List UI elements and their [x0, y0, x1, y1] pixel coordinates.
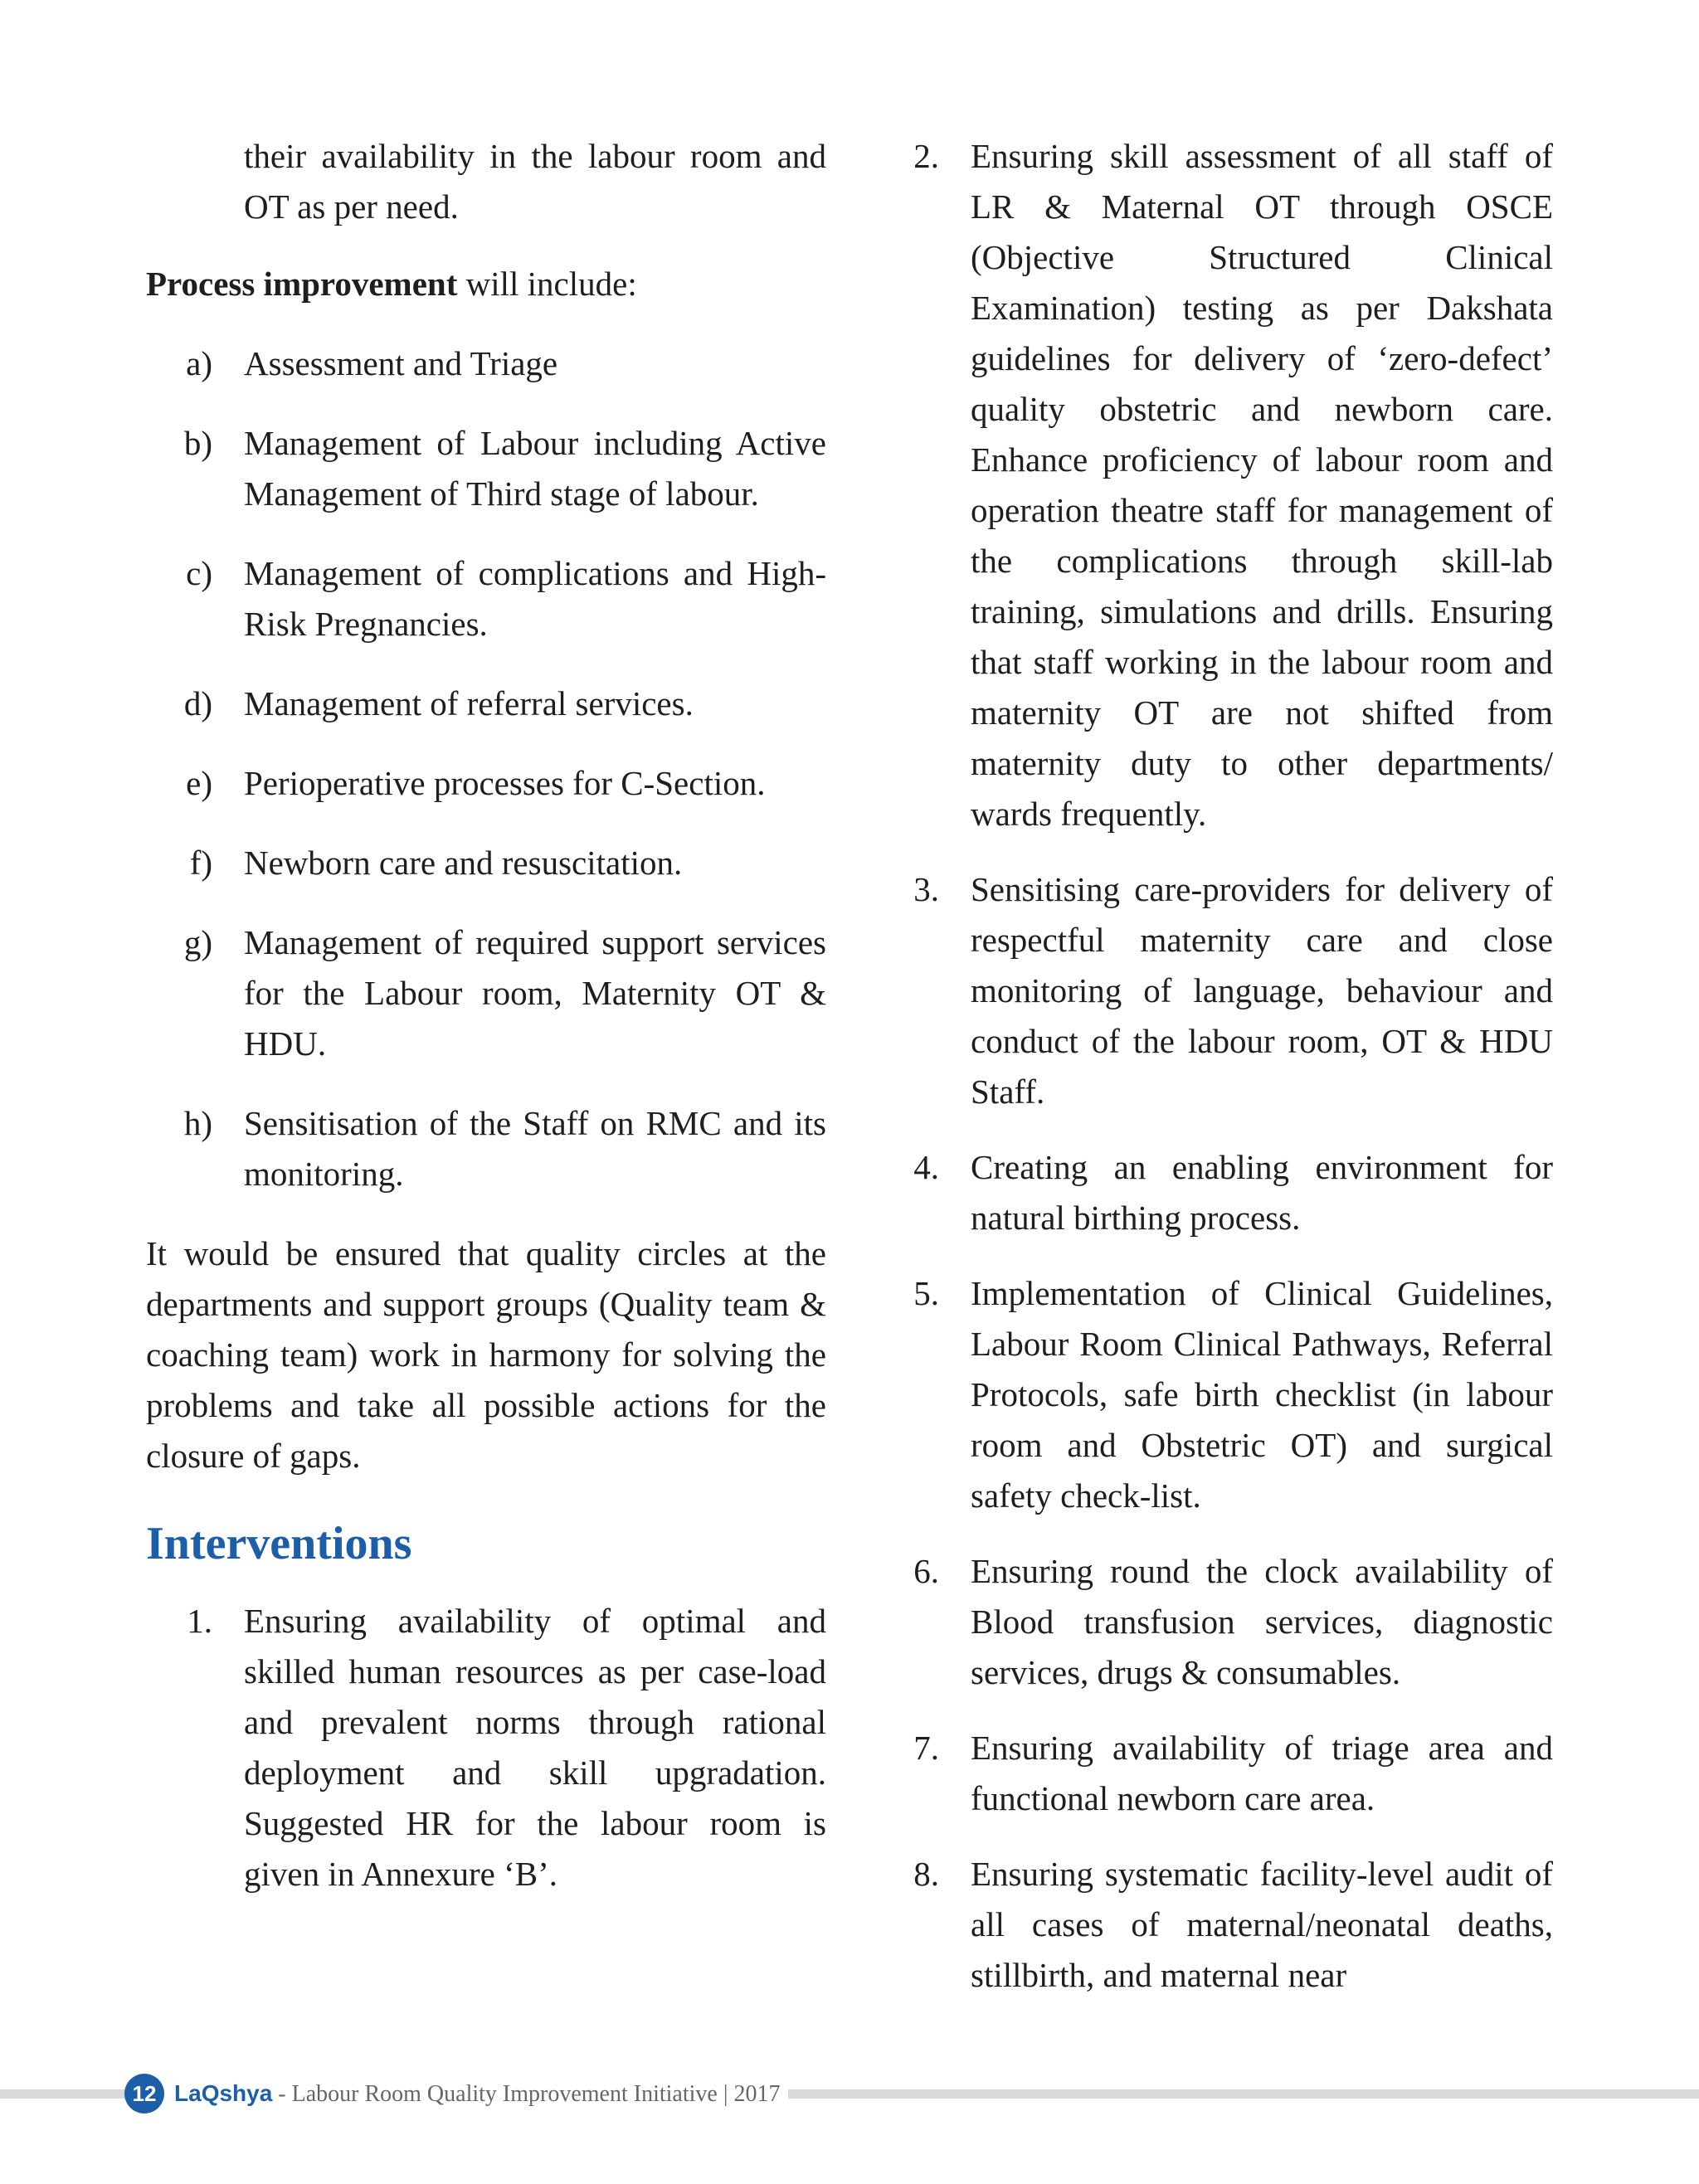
- list-marker: f): [189, 844, 212, 882]
- list-item-text: Ensuring availability of triage area and functional newborn care area.: [971, 1729, 1553, 1817]
- list-marker: e): [186, 764, 212, 802]
- footer-title-text: - Labour Room Quality Improvement Initiative | 2017: [272, 2081, 781, 2107]
- intervention-item: [904, 1142, 1553, 1243]
- list-item-text: Creating an enabling environment for natural birthing process.: [971, 1148, 1553, 1237]
- intervention-item: [904, 1849, 1553, 2001]
- footer-brand-q: Q: [201, 2080, 220, 2106]
- list-marker: h): [183, 1104, 212, 1142]
- process-list-item: [146, 679, 826, 729]
- list-marker: c): [186, 554, 212, 592]
- continued-text: their availability in the labour room and OT as per need.: [244, 137, 826, 226]
- process-list-item: [146, 1098, 826, 1199]
- list-item-text: Sensitising care-providers for delivery of respectful maternity care and close monitoring of language, behaviour and conduct of the labour room, OT & HDU Staff.: [971, 870, 1553, 1111]
- process-list-item: [146, 338, 826, 389]
- intervention-item: [904, 131, 1553, 839]
- list-marker: b): [183, 424, 212, 462]
- list-marker: 3.: [913, 870, 939, 908]
- section-heading-interventions: Interventions: [146, 1518, 412, 1569]
- footer-title: [174, 2079, 788, 2109]
- list-marker: 1.: [187, 1602, 212, 1640]
- list-marker: 5.: [913, 1274, 939, 1312]
- list-item-text: Implementation of Clinical Guidelines, Labour Room Clinical Pathways, Referral Protocols, safe birth checklist (in labour room and Obstetric OT) and surgical safety check-list.: [971, 1274, 1553, 1515]
- list-marker: 4.: [913, 1148, 939, 1186]
- process-list-item: [146, 758, 826, 809]
- intervention-item: [146, 1596, 826, 1899]
- list-marker: 7.: [913, 1729, 939, 1767]
- process-intro-bold: Process improvement: [146, 265, 458, 303]
- footer-brand-shya: shya: [219, 2080, 273, 2106]
- footer-brand-la: La: [174, 2080, 202, 2106]
- list-item-text: Perioperative processes for C-Section.: [244, 764, 766, 802]
- list-item-text: Management of Labour including Active Management of Third stage of labour.: [244, 424, 826, 513]
- list-item-text: Ensuring round the clock availability of Blood transfusion services, diagnostic services, drugs & consumables.: [971, 1552, 1553, 1691]
- process-list-item: [146, 548, 826, 649]
- footer-rule-right: [781, 2089, 1699, 2099]
- list-marker: g): [183, 923, 212, 961]
- process-list-item: [146, 838, 826, 888]
- list-item-text: Newborn care and resuscitation.: [244, 844, 683, 882]
- footer-brand: [174, 2080, 272, 2106]
- list-item-text: Ensuring systematic facility-level audit of all cases of maternal/neonatal deaths, stillbirth, and maternal near: [971, 1855, 1553, 1994]
- page-number: 12: [124, 2074, 164, 2113]
- intervention-item: [904, 864, 1553, 1117]
- list-marker: 8.: [913, 1855, 939, 1893]
- list-marker: d): [183, 684, 212, 722]
- list-item-text: Ensuring skill assessment of all staff of LR & Maternal OT through OSCE (Objective Structured Clinical Examination) testing as per Dakshata guidelines for delivery of ‘zero-defect’ quality obstetric and newborn care. Enhance proficiency of labour room and operation theatre staff for management of the complications through skill-lab training, simulations and drills. Ensuring that staff working in the labour room and maternity OT are not shifted from maternity duty to other departments/ wards frequently.: [971, 137, 1553, 833]
- left-column: [146, 131, 826, 1929]
- intervention-item: [904, 1268, 1553, 1521]
- list-item-text: Management of required support services for the Labour room, Maternity OT & HDU.: [244, 923, 826, 1063]
- quality-circles-paragraph: It would be ensured that quality circles at the departments and support groups (Quality team & coaching team) work in harmony for solving the problems and take all possible actions for the closure of gaps.: [146, 1234, 826, 1475]
- interventions-list-left: [146, 1596, 826, 1899]
- list-marker: 6.: [913, 1552, 939, 1590]
- list-marker: a): [186, 344, 212, 382]
- list-item-text: Assessment and Triage: [244, 344, 558, 382]
- process-list: [146, 338, 826, 1199]
- intervention-item: [904, 1546, 1553, 1698]
- list-item-text: Sensitisation of the Staff on RMC and its monitoring.: [244, 1104, 826, 1193]
- process-list-item: [146, 917, 826, 1069]
- page-footer: [0, 2074, 1699, 2113]
- interventions-list-right: [904, 131, 1553, 2001]
- process-intro: [146, 259, 826, 309]
- footer-rule-left: [0, 2089, 133, 2099]
- list-marker: 2.: [913, 137, 939, 175]
- right-column: [904, 131, 1553, 2026]
- list-item-text: Ensuring availability of optimal and skilled human resources as per case-load and prevalent norms through rational deployment and skill upgradation. Suggested HR for the labour room is given in Annexure ‘B’.: [244, 1602, 826, 1893]
- list-item-text: Management of referral services.: [244, 684, 694, 722]
- list-item-text: Management of complications and High-Risk Pregnancies.: [244, 554, 826, 643]
- intervention-item: [904, 1723, 1553, 1824]
- process-list-item: [146, 418, 826, 519]
- process-intro-rest: will include:: [457, 265, 637, 303]
